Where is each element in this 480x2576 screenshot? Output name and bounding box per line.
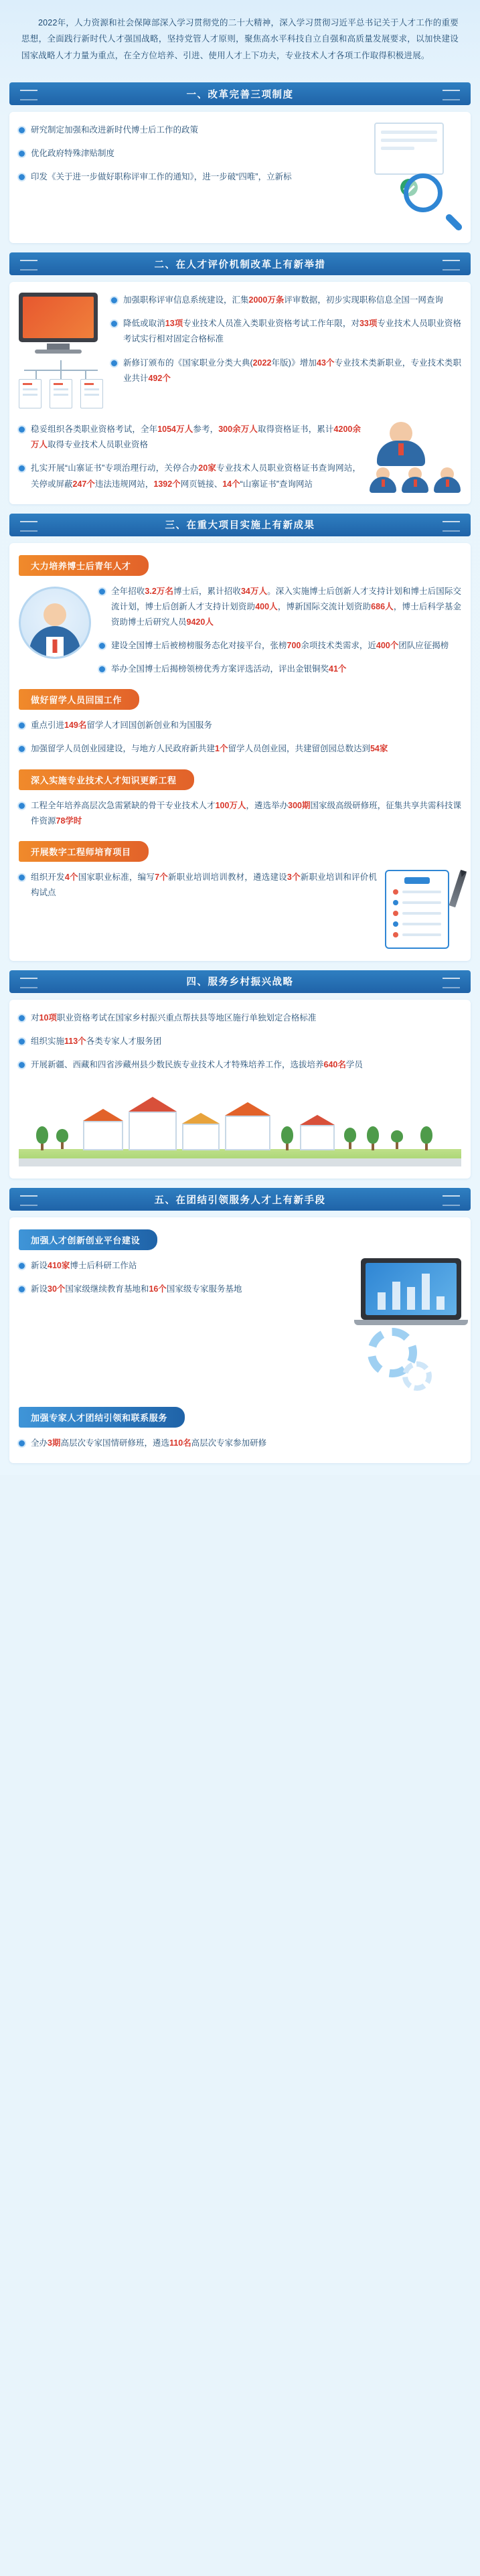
list-item: 重点引进149名留学人才回国创新创业和为国服务 xyxy=(19,718,461,733)
list-item: 全办3期高层次专家国情研修班，遴选110名高层次专家参加研修 xyxy=(19,1436,461,1451)
section-card-3 xyxy=(9,543,471,961)
section-header-2: 二、在人才评价机制改革上有新举措 xyxy=(9,252,471,275)
org-chart-icon xyxy=(19,360,103,408)
subsection-2-list xyxy=(19,718,461,757)
magnifier-icon xyxy=(404,173,461,231)
subsection-tag-5: 加强人才创新创业平台建设 xyxy=(19,1229,157,1250)
list-item: 研究制定加强和改进新时代博士后工作的政策 xyxy=(19,123,366,138)
subsection-3-list xyxy=(19,798,461,829)
subsection-tag-1: 大力培养博士后青年人才 xyxy=(19,555,149,576)
list-item: 扎实开展“山寨证书”专项治理行动，关停合办20家专业技术人员职业资格证书查询网站，关停或屏蔽247个违法违规网站，1392个网页链接、14个“山寨证书”查询网站 xyxy=(19,461,361,491)
list-item: 新修订颁布的《国家职业分类大典(2022年版)》增加43个专业技术类新职业，专业技术类职业共计492个 xyxy=(111,356,461,386)
illustration-clipboard xyxy=(385,870,461,949)
section-card-5 xyxy=(9,1217,471,1463)
list-item: 稳妥组织各类职业资格考试，全年1054万人参考，300余万人取得资格证书，累计4200余万人取得专业技术人员职业资格 xyxy=(19,422,361,453)
gear-icon xyxy=(361,1320,441,1400)
section-card-4 xyxy=(9,1000,471,1179)
list-item: 对10项职业资格考试在国家乡村振兴重点帮扶县等地区施行单独划定合格标准 xyxy=(19,1010,461,1026)
list-item: 降低或取消13项专业技术人员准入类职业资格考试工作年限，对33项专业技术人员职业资格考试实行相对固定合格标准 xyxy=(111,316,461,347)
monitor-icon xyxy=(19,293,98,354)
subsection-1-list xyxy=(99,584,461,678)
subsection-tag-2: 做好留学人员回国工作 xyxy=(19,689,139,710)
subsection-6-list xyxy=(19,1436,461,1451)
illustration-laptop xyxy=(361,1258,461,1400)
laptop-icon xyxy=(361,1258,461,1325)
section-2-list-bottom xyxy=(19,422,361,492)
list-item: 举办全国博士后揭榜领榜优秀方案评选活动，评出金银铜奖41个 xyxy=(99,662,461,677)
person-icon xyxy=(369,422,433,455)
section-4-list xyxy=(19,1010,461,1073)
illustration-people xyxy=(369,422,461,487)
subsection-tag-6: 加强专家人才团结引领和联系服务 xyxy=(19,1407,185,1428)
clipboard-icon xyxy=(385,870,449,949)
list-item: 建设全国博士后被榜榜服务态化对接平台，张榜700余项技术类需求，近400个团队应征揭榜 xyxy=(99,638,461,654)
intro-paragraph: 2022年，人力资源和社会保障部深入学习贯彻党的二十大精神，深入学习贯彻习近平总书记关于人才工作的重要思想，全面践行新时代人才强国战略，坚持党管人才原则，聚焦高水平科技自立自强和高质量发展要求，以加快建设国家战略人才力量为重点，在全方位培养、引进、使用人才上下功夫，专业技术人才各项工作取得积极进展。 xyxy=(21,18,459,60)
list-item: 优化政府特殊津贴制度 xyxy=(19,146,366,161)
pen-icon xyxy=(449,870,467,907)
illustration-policy-review xyxy=(374,123,461,231)
list-item: 加强职称评审信息系统建设，汇集2000万条评审数据，初步实现职称信息全国一网查询 xyxy=(111,293,461,308)
subsection-5-list xyxy=(19,1258,353,1297)
list-item: 新设410家博士后科研工作站 xyxy=(19,1258,353,1274)
illustration-monitor-orgchart xyxy=(19,293,103,408)
section-2-list-top xyxy=(111,293,461,386)
list-item: 印发《关于进一步做好职称评审工作的通知》，进一步破“四唯”，立新标 xyxy=(19,169,366,185)
list-item: 组织实施113个各类专家人才服务团 xyxy=(19,1034,461,1049)
list-item: 开展新疆、西藏和四省涉藏州县少数民族专业技术人才特殊培养工作，选拔培养640名学员 xyxy=(19,1057,461,1073)
people-group-icon xyxy=(369,467,461,487)
section-header-5: 五、在团结引领服务人才上有新手段 xyxy=(9,1188,471,1211)
section-card-2 xyxy=(9,282,471,504)
avatar-circle-icon xyxy=(19,587,91,659)
section-header-1: 一、改革完善三项制度 xyxy=(9,82,471,105)
subsection-tag-4: 开展数字工程师培育项目 xyxy=(19,841,149,862)
list-item: 组织开发4个国家职业标准，编写7个新职业培训培训教材，遴选建设3个新职业培训和评价机构试点 xyxy=(19,870,377,901)
section-card-1 xyxy=(9,112,471,243)
page-bottom-spacer xyxy=(0,1463,480,1468)
list-item: 新设30个国家级继续教育基地和16个国家级专家服务基地 xyxy=(19,1282,353,1297)
section-header-4: 四、服务乡村振兴战略 xyxy=(9,970,471,993)
list-item: 全年招收3.2万名博士后，累计招收34万人。深入实施博士后创新人才支持计划和博士后国际交流计划，博士后创新人才支持计划资助400人，博新国际交流计划资助686人，博士后科学基金资助博士后研究人员9420人 xyxy=(99,584,461,630)
section-header-3: 三、在重大项目实施上有新成果 xyxy=(9,514,471,536)
subsection-tag-3: 深入实施专业技术人才知识更新工程 xyxy=(19,769,194,790)
list-item: 工程全年培养高层次急需紧缺的骨干专业技术人才100万人，遴选举办300期国家级高级研修班，征集共享共需科技课件资源78学时 xyxy=(19,798,461,829)
illustration-avatar xyxy=(19,584,91,659)
subsection-4-list xyxy=(19,870,377,901)
list-item: 加强留学人员创业园建设，与地方人民政府新共建1个留学人员创业园，共建留创园总数达到54家 xyxy=(19,741,461,757)
section-1-list xyxy=(19,123,366,185)
village-icon xyxy=(19,1078,461,1166)
